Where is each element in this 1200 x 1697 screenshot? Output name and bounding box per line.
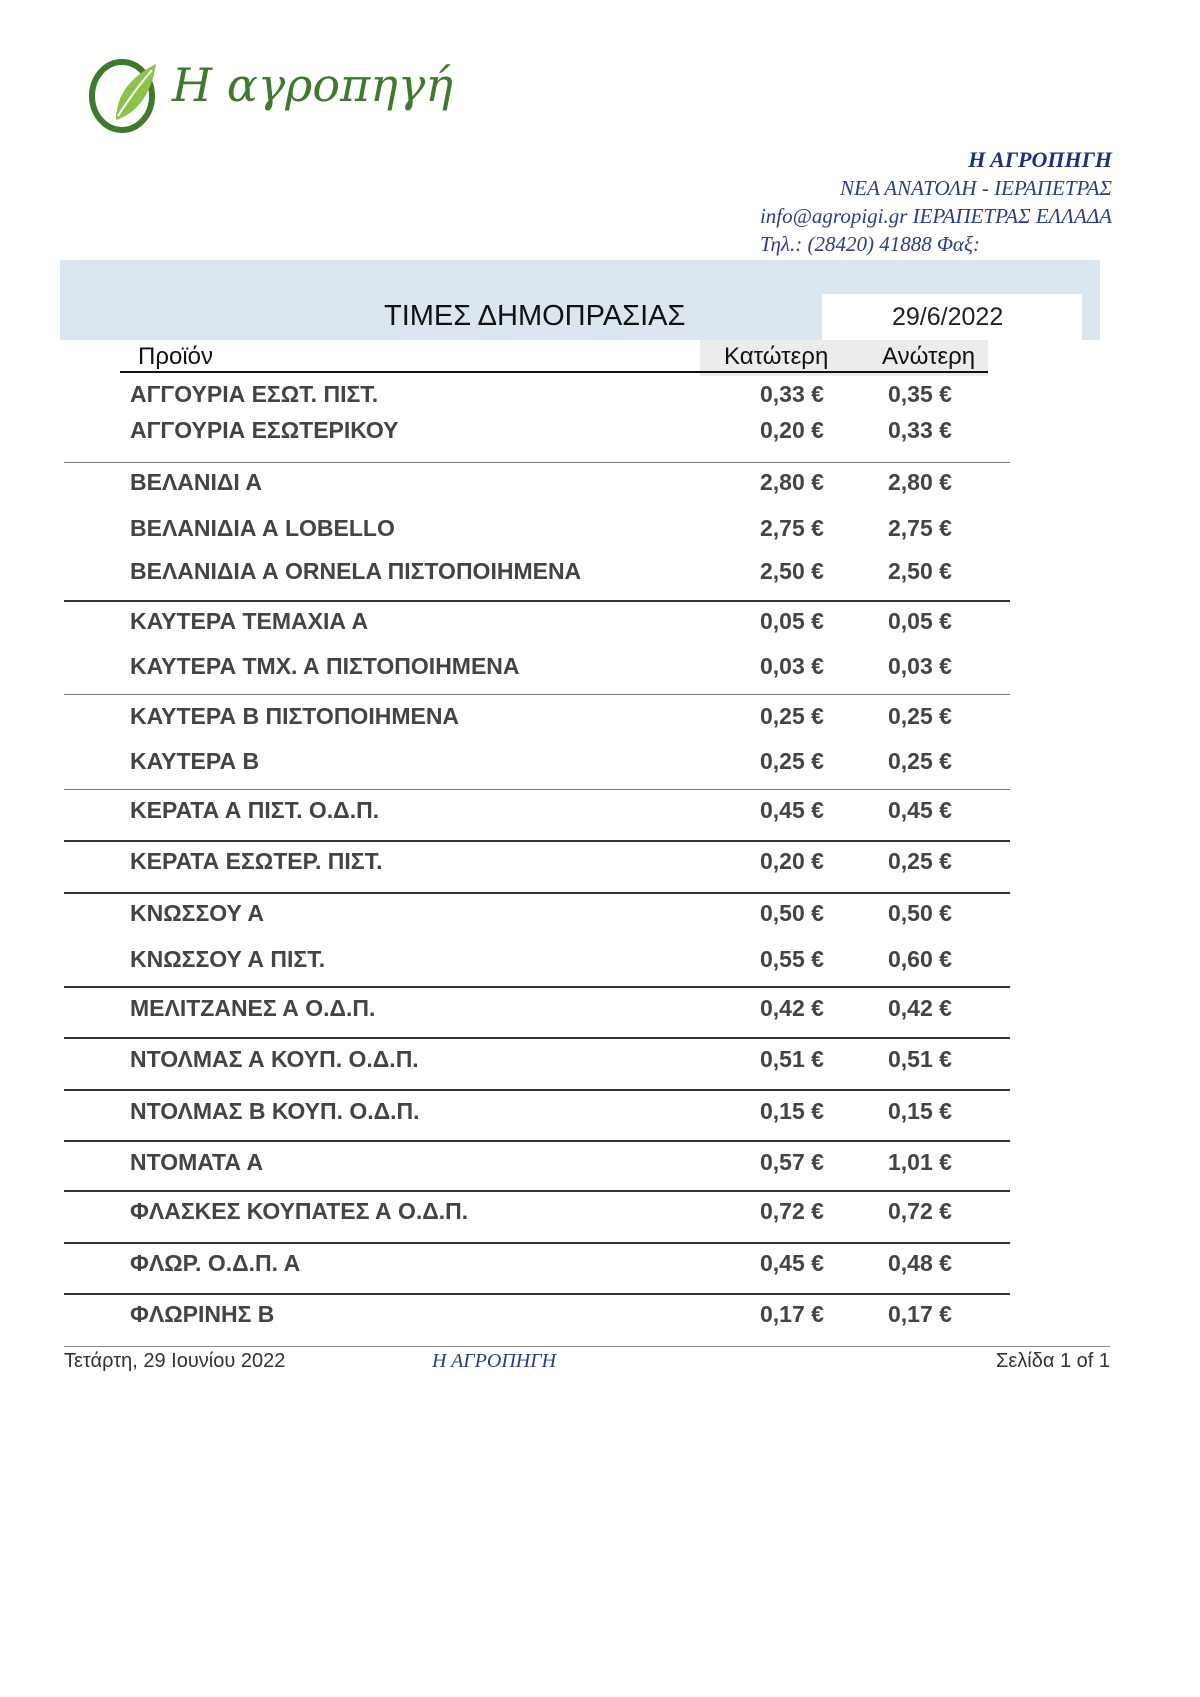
high-price: 2,80 € <box>888 469 952 495</box>
high-price: 0,72 € <box>888 1198 952 1224</box>
high-price: 0,25 € <box>888 703 952 729</box>
high-price: 0,25 € <box>888 848 952 874</box>
company-name: Η ΑΓΡΟΠΗΓΗ <box>968 147 1112 172</box>
low-price: 0,05 € <box>760 608 824 634</box>
low-price: 2,50 € <box>760 558 824 584</box>
column-header-low: Κατώτερη <box>724 343 829 370</box>
logo-wordmark: Η αγροπηγή <box>172 58 453 112</box>
low-price: 0,25 € <box>760 703 824 729</box>
low-price: 0,57 € <box>760 1149 824 1175</box>
low-price: 0,20 € <box>760 848 824 874</box>
table-row <box>0 508 1200 548</box>
high-price: 0,25 € <box>888 748 952 774</box>
low-price: 0,72 € <box>760 1198 824 1224</box>
high-price: 1,01 € <box>888 1149 952 1175</box>
table-row <box>0 1091 1200 1131</box>
product-name: ΚΑΥΤΕΡΑ ΤΕΜΑΧΙΑ Α <box>130 608 369 634</box>
high-price: 0,17 € <box>888 1301 952 1327</box>
product-name: ΦΛΩΡ. Ο.Δ.Π. Α <box>130 1250 301 1276</box>
high-price: 0,51 € <box>888 1046 952 1072</box>
table-row <box>0 1039 1200 1079</box>
report-date: 29/6/2022 <box>892 303 1004 331</box>
high-price: 2,50 € <box>888 558 952 584</box>
product-name: ΒΕΛΑΝΙΔΙ Α <box>130 469 262 495</box>
product-name: ΦΛΩΡΙΝΗΣ Β <box>130 1301 275 1327</box>
table-row <box>0 893 1200 933</box>
low-price: 2,75 € <box>760 515 824 541</box>
high-price: 2,75 € <box>888 515 952 541</box>
table-row <box>0 790 1200 830</box>
product-name: ΚΝΩΣΣΟΥ Α ΠΙΣΤ. <box>130 946 326 972</box>
product-name: ΝΤΟΛΜΑΣ Β ΚΟΥΠ. Ο.Δ.Π. <box>130 1098 420 1124</box>
product-name: ΑΓΓΟΥΡΙΑ ΕΣΩΤ. ΠΙΣΤ. <box>130 381 379 407</box>
product-name: ΑΓΓΟΥΡΙΑ ΕΣΩΤΕΡΙΚΟΥ <box>130 417 399 443</box>
product-name: ΝΤΟΜΑΤΑ Α <box>130 1149 264 1175</box>
table-row <box>0 551 1200 591</box>
table-row <box>0 988 1200 1028</box>
product-name: ΜΕΛΙΤΖΑΝΕΣ Α Ο.Δ.Π. <box>130 995 376 1021</box>
footer-rule <box>64 1346 1110 1347</box>
company-phone-line: Τηλ.: (28420) 41888 Φαξ: <box>759 232 980 256</box>
high-price: 0,05 € <box>888 608 952 634</box>
low-price: 0,45 € <box>760 1250 824 1276</box>
report-title: ΤΙΜΕΣ ΔΗΜΟΠΡΑΣΙΑΣ <box>384 300 686 332</box>
product-name: ΚΕΡΑΤΑ ΕΣΩΤΕΡ. ΠΙΣΤ. <box>130 848 383 874</box>
product-name: ΒΕΛΑΝΙΔΙΑ Α LOBELLO <box>130 515 395 541</box>
table-row <box>0 601 1200 641</box>
product-name: ΚΝΩΣΣΟΥ Α <box>130 900 265 926</box>
high-price: 0,48 € <box>888 1250 952 1276</box>
footer-date: Τετάρτη, 29 Ιουνίου 2022 <box>64 1350 286 1372</box>
table-row <box>0 1191 1200 1231</box>
product-name: ΚΑΥΤΕΡΑ Β <box>130 748 260 774</box>
high-price: 0,42 € <box>888 995 952 1021</box>
column-header-product: Προϊόν <box>138 343 214 370</box>
column-header-high: Ανώτερη <box>882 343 976 370</box>
high-price: 0,33 € <box>888 417 952 443</box>
high-price: 0,15 € <box>888 1098 952 1124</box>
low-price: 0,42 € <box>760 995 824 1021</box>
low-price: 0,50 € <box>760 900 824 926</box>
footer-company: Η ΑΓΡΟΠΗΓΗ <box>432 1350 557 1372</box>
product-name: ΚΕΡΑΤΑ Α ΠΙΣΤ. Ο.Δ.Π. <box>130 797 380 823</box>
table-row <box>0 741 1200 781</box>
high-price: 0,50 € <box>888 900 952 926</box>
table-row <box>0 646 1200 686</box>
product-name: ΦΛΑΣΚΕΣ ΚΟΥΠΑΤΕΣ Α Ο.Δ.Π. <box>130 1198 469 1224</box>
row-separator <box>64 694 1010 695</box>
company-address: ΝΕΑ ΑΝΑΤΟΛΗ - ΙΕΡΑΠΕΤΡΑΣ <box>840 176 1112 200</box>
low-price: 0,25 € <box>760 748 824 774</box>
table-row <box>0 1294 1200 1334</box>
company-email-line: info@agropigi.gr ΙΕΡΑΠΕΤΡΑΣ ΕΛΛΑΔΑ <box>759 204 1112 228</box>
product-name: ΝΤΟΛΜΑΣ Α ΚΟΥΠ. Ο.Δ.Π. <box>130 1046 419 1072</box>
low-price: 0,20 € <box>760 417 824 443</box>
high-price: 0,45 € <box>888 797 952 823</box>
product-name: ΚΑΥΤΕΡΑ Β ΠΙΣΤΟΠΟΙΗΜΕΝΑ <box>130 703 460 729</box>
low-price: 0,17 € <box>760 1301 824 1327</box>
low-price: 0,33 € <box>760 381 824 407</box>
low-price: 2,80 € <box>760 469 824 495</box>
table-row <box>0 841 1200 881</box>
product-name: ΒΕΛΑΝΙΔΙΑ Α ORNELA ΠΙΣΤΟΠΟΙΗΜΕΝΑ <box>130 558 582 584</box>
low-price: 0,03 € <box>760 653 824 679</box>
table-row <box>0 374 1200 414</box>
high-price: 0,60 € <box>888 946 952 972</box>
product-name: ΚΑΥΤΕΡΑ ΤΜΧ. Α ΠΙΣΤΟΠΟΙΗΜΕΝΑ <box>130 653 520 679</box>
table-row <box>0 462 1200 502</box>
low-price: 0,45 € <box>760 797 824 823</box>
low-price: 0,55 € <box>760 946 824 972</box>
high-price: 0,03 € <box>888 653 952 679</box>
table-row <box>0 410 1200 450</box>
table-row <box>0 939 1200 979</box>
footer-page-number: Σελίδα 1 of 1 <box>995 1350 1110 1372</box>
low-price: 0,15 € <box>760 1098 824 1124</box>
table-row <box>0 696 1200 736</box>
table-row <box>0 1142 1200 1182</box>
table-row <box>0 1243 1200 1283</box>
high-price: 0,35 € <box>888 381 952 407</box>
low-price: 0,51 € <box>760 1046 824 1072</box>
